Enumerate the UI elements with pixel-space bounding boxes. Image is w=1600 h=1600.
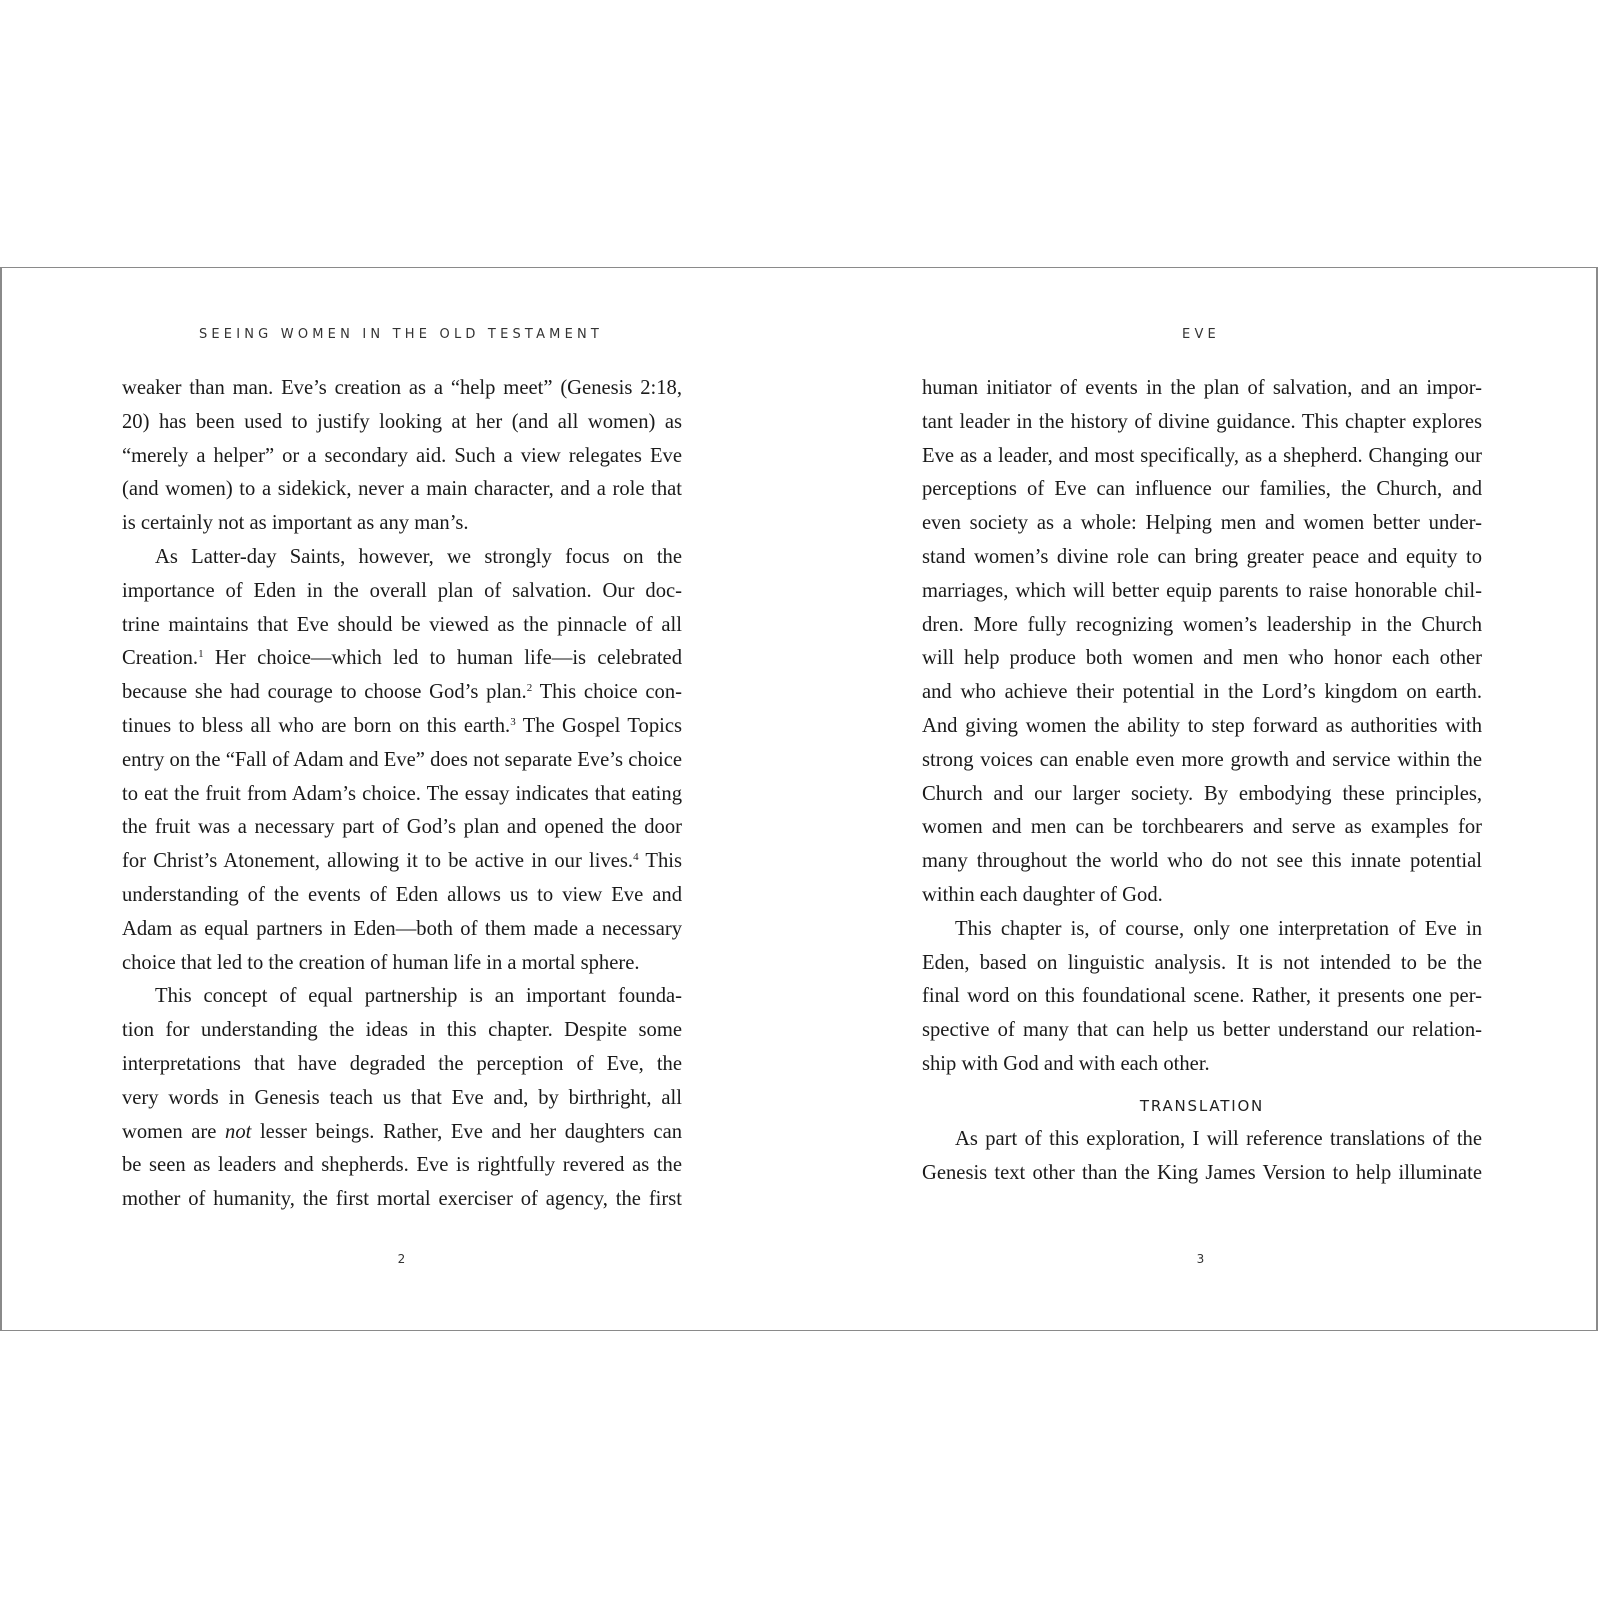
text-line: is certainly not as important as any man’s. [122,512,469,535]
book-spread [0,267,1598,1331]
text-line: importance of Eden in the overall plan of salvation. Our doc- [122,579,682,602]
text-line: understanding of the events of Eden allows us to view Eve and [122,883,682,906]
text-line: mother of humanity, the first mortal exerciser of agency, the first [122,1188,682,1211]
text-line: Church and our larger society. By embodying these principles, [922,782,1482,805]
running-head-chapter-title: EVE [1182,327,1220,342]
footnote-ref: 4 [633,851,639,864]
text-line: choice that led to the creation of human life in a mortal sphere. [122,951,640,974]
text-line: This concept of equal partnership is an important founda- [155,985,682,1008]
text-line: Genesis text other than the King James Version to help illuminate [922,1161,1482,1184]
text-line: women and men can be torchbearers and serve as examples for [922,816,1482,839]
text-line: be seen as leaders and shepherds. Eve is rightfully revered as the [122,1154,682,1177]
text-line: final word on this foundational scene. Rather, it presents one per- [922,985,1482,1008]
text-line: women are not lesser beings. Rather, Eve and her daughters can [122,1120,683,1143]
text-line: very words in Genesis teach us that Eve and, by birthright, all [122,1086,682,1109]
left-page [2,268,801,1330]
text-line: will help produce both women and men who honor each other [922,647,1482,670]
text-line: and who achieve their potential in the Lord’s kingdom on earth. [922,681,1482,704]
text-line: As part of this exploration, I will reference translations of the [955,1127,1482,1150]
text-line: even society as a whole: Helping men and women better under- [922,512,1482,535]
footnote-ref: 1 [198,648,204,661]
text-line: many throughout the world who do not see this innate potential [922,850,1482,873]
text-line: tion for understanding the ideas in this chapter. Despite some [122,1019,682,1042]
text-line: As Latter-day Saints, however, we strongly focus on the [155,545,682,568]
text-line: entry on the “Fall of Adam and Eve” does not separate Eve’s choice [122,748,682,771]
text-line: tinues to bless all who are born on this earth.$^3$ The Gospel Topics [122,714,682,737]
text-line: perceptions of Eve can influence our families, the Church, and [922,478,1482,501]
text-line: “merely a helper” or a secondary aid. Such a view relegates Eve [122,444,682,467]
text-line: tant leader in the history of divine guidance. This chapter explores [922,410,1482,433]
text-line: to eat the fruit from Adam’s choice. The essay indicates that eating [122,782,682,805]
text-line: Eve as a leader, and most specifically, as a shepherd. Changing our [922,444,1482,467]
text-line: stand women’s divine role can bring greater peace and equity to [922,545,1482,568]
page-number: 3 [1196,1252,1205,1266]
emphasis: not [225,1120,252,1143]
page-number: 2 [397,1252,406,1266]
text-line: Creation.$^1$ Her choice—which led to human life—is celebrated [122,647,682,670]
section-heading: TRANSLATION [1139,1096,1265,1115]
text-line: And giving women the ability to step forward as authorities with [922,714,1482,737]
footnote-ref: 2 [526,682,533,695]
text-line: weaker than man. Eve’s creation as a “help meet” (Genesis 2:18, [122,377,682,399]
text-line: dren. More fully recognizing women’s leadership in the Church [922,613,1482,636]
text-line: for Christ’s Atonement, allowing it to be active in our lives.$^4$ This [122,850,682,873]
text-line: interpretations that have degraded the perception of Eve, the [122,1052,682,1075]
text-line: the fruit was a necessary part of God’s plan and opened the door [122,816,682,839]
text-line: ship with God and with each other. [922,1052,1210,1075]
text-line: marriages, which will better equip parents to raise honorable chil- [922,579,1482,602]
text-line: spective of many that can help us better understand our relation- [922,1019,1482,1042]
text-line: strong voices can enable even more growth and service within the [922,748,1482,771]
text-line: trine maintains that Eve should be viewed as the pinnacle of all [122,613,682,636]
text-line: This chapter is, of course, only one interpretation of Eve in [955,917,1482,940]
running-head-book-title: SEEING WOMEN IN THE OLD TESTAMENT [198,327,604,342]
right-page [801,268,1600,1330]
text-line: within each daughter of God. [922,883,1163,906]
left-page-body [122,372,682,1217]
footnote-ref: 3 [510,715,516,728]
text-line: (and women) to a sidekick, never a main character, and a role that [122,478,682,501]
text-line: 20) has been used to justify looking at her (and all women) as [122,410,682,433]
text-line: human initiator of events in the plan of salvation, and an impor- [922,377,1482,399]
text-line: because she had courage to choose God’s plan.$^2$ This choice con- [122,681,683,704]
right-page-body [922,372,1482,1190]
text-line: Eden, based on linguistic analysis. It is not intended to be the [922,951,1482,974]
text-line: Adam as equal partners in Eden—both of them made a necessary [122,917,682,940]
